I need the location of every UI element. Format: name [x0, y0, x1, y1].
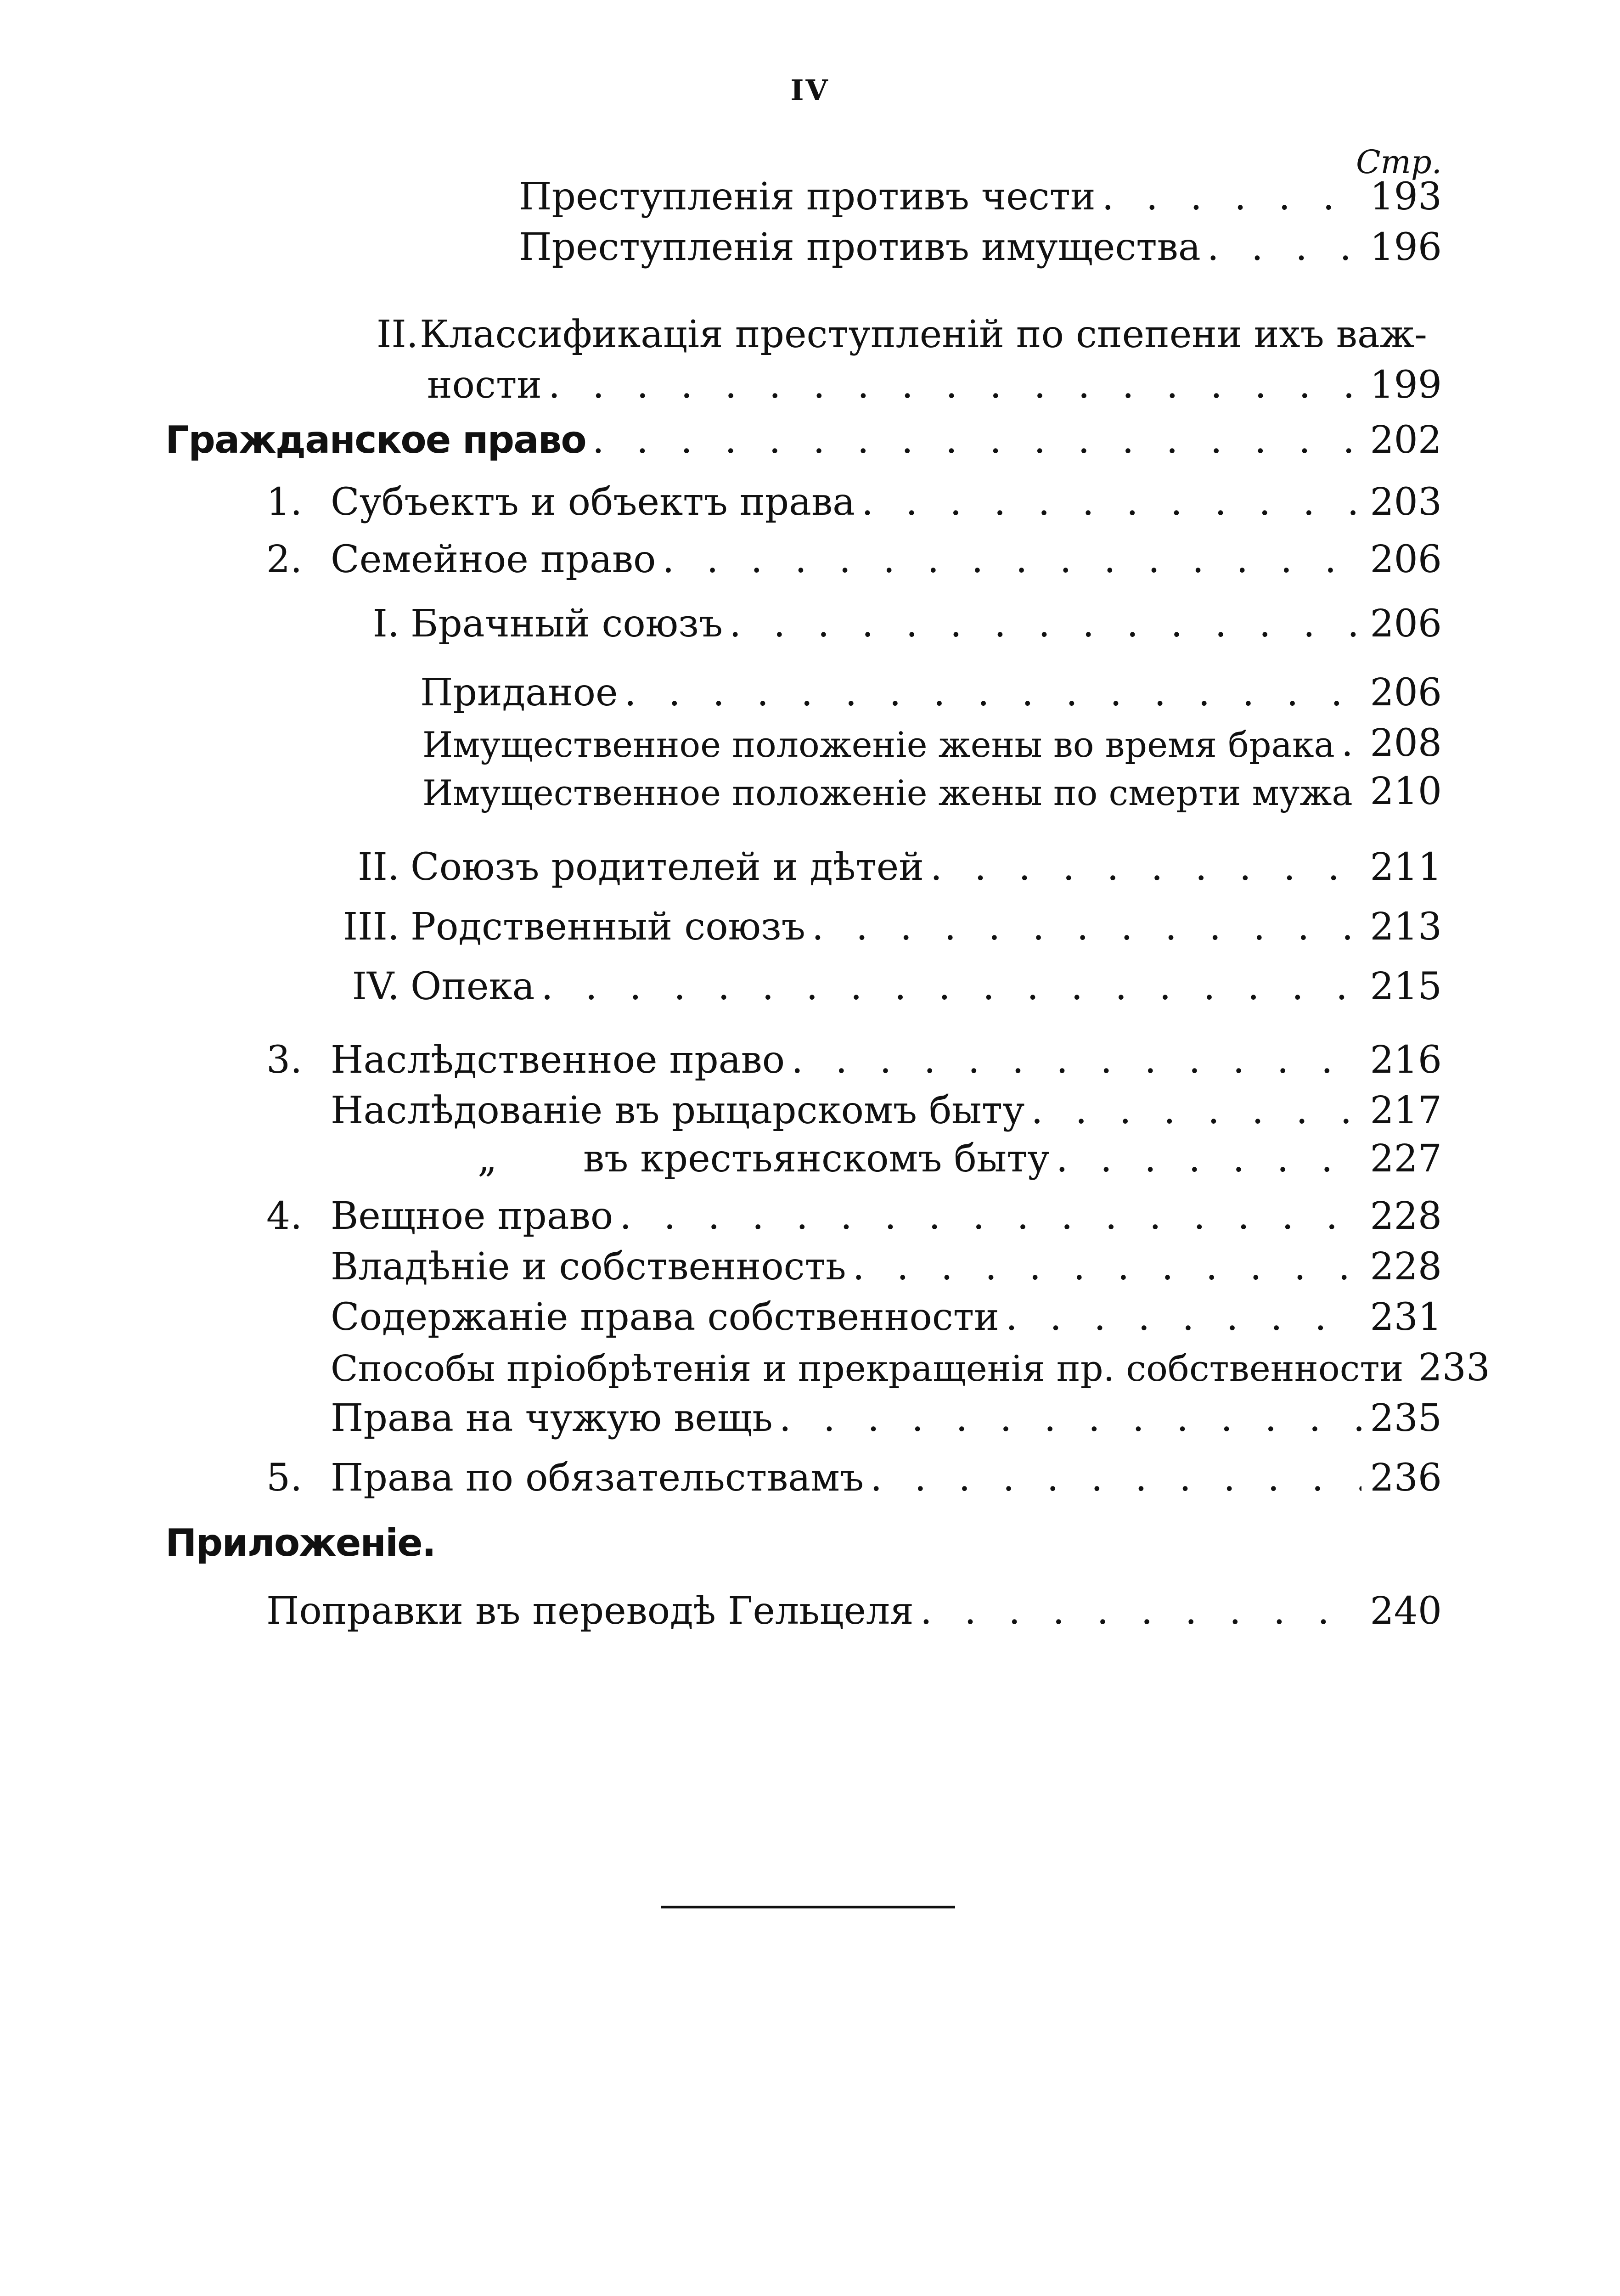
toc-entry-page: 236 — [1370, 1456, 1442, 1500]
toc-entry-number: III. — [343, 905, 399, 949]
toc-section-heading-appendix: Приложеніе. — [165, 1521, 435, 1565]
toc-entry — [331, 1084, 1442, 1130]
toc-entry-text: Имущественное положеніе жены по смерти мужа — [422, 772, 1353, 813]
toc-entry-number: 2. — [266, 538, 303, 581]
toc-entry-page: 231 — [1370, 1295, 1442, 1339]
toc-entry-page: 227 — [1370, 1137, 1442, 1181]
toc-entry-text: Владѣніе и собственность — [331, 1245, 846, 1289]
leader-dots — [548, 366, 1362, 404]
page-column-label: Стр. — [1356, 143, 1442, 181]
toc-entry-page: 213 — [1370, 905, 1442, 949]
ditto-mark: „ — [478, 1137, 497, 1181]
toc-entry-text: Субъектъ и объектъ права — [331, 480, 855, 524]
toc-entry-page: 193 — [1370, 175, 1442, 219]
toc-entry — [478, 1132, 1442, 1181]
toc-entry — [331, 1290, 1442, 1339]
toc-entry — [266, 475, 1442, 524]
leader-dots — [662, 541, 1361, 579]
toc-entry-text: Приданое — [420, 671, 618, 715]
leader-dots — [624, 674, 1362, 712]
toc-entry-page: 199 — [1370, 363, 1442, 407]
leader-dots — [1006, 1299, 1362, 1336]
toc-entry — [266, 1584, 1442, 1633]
toc-entry — [266, 533, 1442, 579]
toc-entry-text: Союзъ родителей и дѣтей — [411, 845, 924, 889]
leader-dots — [791, 1041, 1361, 1079]
leader-dots — [930, 849, 1362, 886]
toc-entry — [331, 1341, 1491, 1390]
leader-dots — [541, 968, 1362, 1006]
leader-dots — [812, 908, 1362, 946]
toc-entry-text: Имущественное положеніе жены во время брака — [422, 724, 1335, 765]
toc-entry-page: 216 — [1370, 1038, 1442, 1082]
toc-entry — [422, 716, 1442, 765]
toc-entry-number: 1. — [266, 480, 303, 524]
toc-entry-page: 211 — [1370, 845, 1442, 889]
toc-entry-page: 206 — [1370, 671, 1442, 715]
toc-entry-page: 203 — [1370, 480, 1442, 524]
toc-entry-page: 215 — [1370, 965, 1442, 1008]
toc-entry-number: 3. — [266, 1038, 303, 1082]
toc-entry-text: Брачный союзъ — [411, 602, 723, 646]
toc-entry-text: въ крестьянскомъ быту — [583, 1137, 1050, 1181]
toc-entry-text: Родственный союзъ — [411, 905, 805, 949]
toc-entry-page: 210 — [1370, 770, 1442, 813]
toc-entry-text: Преступленія противъ чести — [519, 175, 1096, 219]
leader-dots — [1056, 1140, 1362, 1178]
toc-entry-text: Наслѣдственное право — [331, 1038, 785, 1082]
toc-entry-number: I. — [372, 602, 399, 646]
toc-entry — [519, 170, 1442, 219]
toc-entry — [420, 666, 1442, 715]
end-rule — [661, 1906, 955, 1908]
toc-entry-text: Опека — [411, 965, 535, 1008]
toc-entry-page: 206 — [1370, 602, 1442, 646]
leader-dots — [1207, 229, 1362, 266]
leader-dots — [920, 1593, 1362, 1630]
toc-entry-page: 217 — [1370, 1089, 1442, 1132]
toc-entry-page: 208 — [1370, 721, 1442, 765]
toc-entry-page: 196 — [1370, 225, 1442, 269]
toc-entry-text: Наслѣдованіе въ рыцарскомъ быту — [331, 1089, 1025, 1132]
toc-entry-text: ности — [427, 363, 542, 407]
leader-dots — [861, 484, 1361, 521]
toc-entry — [331, 1240, 1442, 1289]
toc-entry-text: Классификація преступленій по спепени ихъ важ- — [420, 313, 1427, 356]
toc-entry-text: Вещное право — [331, 1194, 613, 1238]
toc-entry-page: 235 — [1370, 1396, 1442, 1440]
toc-entry-number: II. — [377, 313, 418, 356]
toc-entry-text: Гражданское право — [165, 418, 586, 462]
toc-entry-number: II. — [358, 845, 399, 889]
toc-entry-number: 4. — [266, 1194, 303, 1238]
toc-entry-page: 202 — [1370, 418, 1442, 462]
toc-entry-page: 233 — [1418, 1346, 1491, 1390]
toc-entry — [266, 1189, 1442, 1238]
toc-entry — [519, 220, 1442, 269]
toc-entry — [349, 597, 1442, 646]
toc-entry — [266, 1033, 1442, 1082]
leader-dots — [870, 1459, 1361, 1497]
toc-entry-text: Права по обязательствамъ — [331, 1456, 864, 1500]
toc-entry — [331, 1391, 1442, 1440]
toc-entry-page: 240 — [1370, 1589, 1442, 1633]
leader-dots — [1031, 1092, 1361, 1130]
toc-entry — [377, 308, 1442, 354]
toc-entry-page: 228 — [1370, 1194, 1442, 1238]
toc-entry — [349, 840, 1442, 889]
toc-entry — [335, 960, 1442, 1006]
toc-entry-text: Права на чужую вещь — [331, 1396, 773, 1440]
leader-dots — [1102, 178, 1362, 216]
toc-section-heading — [165, 413, 1442, 462]
leader-dots — [592, 422, 1362, 459]
page-number: IV — [790, 73, 830, 107]
toc-entry-text: Преступленія противъ имущества — [519, 225, 1201, 269]
leader-dots — [729, 605, 1361, 643]
toc-entry-text: Поправки въ переводѣ Гельцеля — [266, 1589, 914, 1633]
toc-entry — [331, 900, 1442, 949]
toc-entry-text: Семейное право — [331, 538, 656, 581]
toc-entry-page: 206 — [1370, 538, 1442, 581]
leader-dots — [619, 1198, 1361, 1235]
toc-entry-text: Способы пріобрѣтенія и прекращенія пр. собственности — [331, 1348, 1404, 1390]
toc-entry-number: IV. — [352, 965, 399, 1008]
leader-dots — [853, 1248, 1362, 1286]
toc-entry — [422, 765, 1442, 813]
leader-dots — [1359, 773, 1362, 810]
leader-dots — [779, 1400, 1362, 1437]
toc-entry-text: Содержаніе права собственности — [331, 1295, 999, 1339]
leader-dots — [1341, 725, 1362, 762]
toc-entry — [266, 1451, 1442, 1500]
toc-entry-number: 5. — [266, 1456, 303, 1500]
toc-entry — [427, 358, 1442, 407]
toc-entry-page: 228 — [1370, 1245, 1442, 1289]
